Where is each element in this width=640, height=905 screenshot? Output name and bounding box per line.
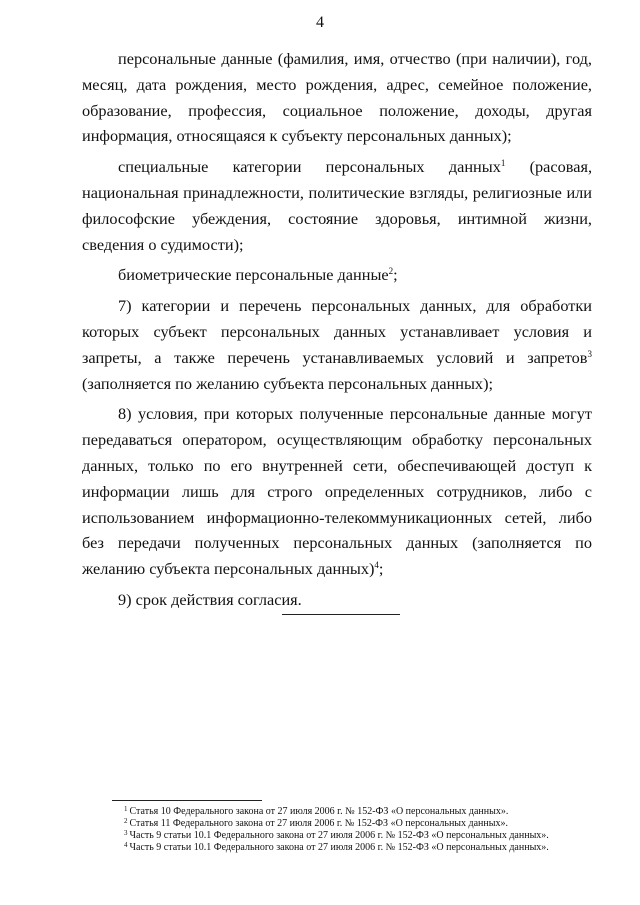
paragraph-text: 7) категории и перечень персональных данных, для обработки которых субъект персональных данных устанавливает условия и запреты, а также перечень устанавливаемых условий и запретов bbox=[82, 296, 592, 367]
footnote-number: 1 bbox=[124, 805, 128, 813]
paragraph-personal-data bbox=[82, 46, 592, 149]
footnote-text: Часть 9 статьи 10.1 Федерального закона от 27 июля 2006 г. № 152-ФЗ «О персональных данных». bbox=[129, 830, 549, 841]
paragraph-tail: (расовая, национальная принадлежности, политические взгляды, религиозные или философские убеждения, состояние здоровья, интимной жизни, сведения о судимости); bbox=[82, 157, 593, 254]
footnote-text: Часть 9 статьи 10.1 Федерального закона от 27 июля 2006 г. № 152-ФЗ «О персональных данных». bbox=[129, 842, 549, 853]
paragraph-text: биометрические персональные данные bbox=[118, 265, 389, 285]
footnotes bbox=[124, 806, 624, 854]
paragraph-tail: ; bbox=[378, 559, 384, 579]
footnote-ref: 4 bbox=[374, 560, 379, 571]
paragraph-text: специальные категории персональных данных bbox=[118, 157, 501, 177]
page-number: 4 bbox=[316, 14, 324, 31]
footnote-text: Статья 11 Федерального закона от 27 июля 2006 г. № 152-ФЗ «О персональных данных». bbox=[129, 818, 508, 829]
paragraph-tail: ; bbox=[393, 265, 398, 285]
footnote-text: Статья 10 Федерального закона от 27 июля 2006 г. № 152-ФЗ «О персональных данных». bbox=[129, 806, 509, 817]
footnote-item bbox=[124, 842, 624, 854]
paragraph-item-9 bbox=[82, 587, 592, 613]
footnote-item bbox=[124, 806, 624, 818]
footnote-number: 4 bbox=[124, 841, 128, 849]
paragraph-item-7 bbox=[82, 293, 592, 396]
footnote-ref: 1 bbox=[500, 158, 506, 169]
paragraph-item-8 bbox=[82, 401, 592, 582]
paragraph-text: персональные данные (фамилия, имя, отчество (при наличии), год, месяц, дата рождения, место рождения, адрес, семейное положение, образование, профессия, социальное положение, доходы, другая информация, относящаяся к субъекту персональных данных); bbox=[82, 49, 592, 146]
footnote-ref: 2 bbox=[388, 266, 394, 277]
footnote-number: 3 bbox=[124, 829, 128, 837]
paragraph-biometric bbox=[82, 262, 592, 288]
paragraph-text: 8) условия, при которых полученные персональные данные могут передаваться оператором, осуществляющим обработку персональных данных, только по его внутренней сети, обеспечивающей доступ к информации лишь для строго определенных сотрудников, либо с использованием информационно-телекоммуникационных сетей, либо без передачи полученных персональных данных (заполняется по желанию субъекта персональных данных) bbox=[82, 404, 592, 579]
paragraph-text: 9) срок действия согласия. bbox=[118, 589, 302, 609]
footnote-item bbox=[124, 830, 624, 842]
paragraph-tail: (заполняется по желанию субъекта персональных данных); bbox=[82, 373, 494, 393]
section-separator-line bbox=[282, 614, 400, 615]
footnote-rule bbox=[112, 800, 262, 801]
paragraph-special-categories bbox=[82, 154, 592, 257]
footnote-number: 2 bbox=[124, 817, 128, 825]
footnote-item bbox=[124, 818, 624, 830]
document-body bbox=[82, 46, 592, 618]
footnote-ref: 3 bbox=[587, 348, 592, 359]
